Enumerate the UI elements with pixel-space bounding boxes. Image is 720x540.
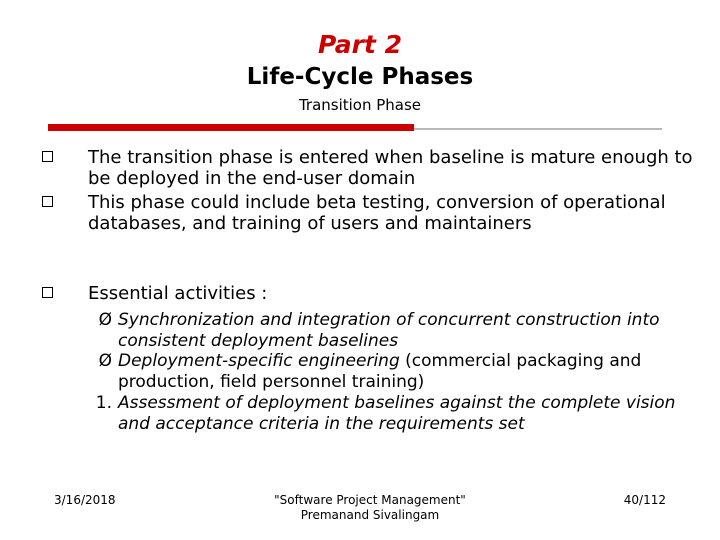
footer-author: Premanand Sivalingam [300,508,440,522]
footer-page-number: 40/112 [623,493,666,507]
activity-item [118,351,678,393]
activity-item [118,310,678,352]
footer-date: 3/16/2018 [54,493,116,507]
bullet-text: The transition phase is entered when baseline is mature enough to be deployed in the end-user domain [88,147,693,189]
footer-course: "Software Project Management" [274,493,466,507]
square-bullet-icon [42,196,53,207]
bullet-text: Essential activities : [88,283,268,304]
footer-center [210,493,530,523]
slide-title: Life-Cycle Phases [246,64,474,90]
arrow-bullet-icon: Ø [98,310,112,330]
activity-italic-text: Synchronization and integration of concurrent construction into consistent deployment baselines [118,310,660,351]
title-divider-red [48,124,414,131]
activity-italic-text: Assessment of deployment baselines against the complete vision and acceptance criteria in the requirements set [118,393,676,434]
bullet-text: This phase could include beta testing, conversion of operational databases, and training of users and maintainers [88,192,666,234]
activity-normal-text: (commercial packaging and production, field personnel training) [118,351,642,392]
activity-item [118,393,678,435]
title-divider-gray [414,128,662,130]
square-bullet-icon [42,287,53,298]
slide-subtitle: Transition Phase [298,96,422,114]
arrow-bullet-icon: Ø [98,351,112,371]
numbered-marker: 1. [95,393,112,413]
slide-part-label: Part 2 [318,30,402,59]
square-bullet-icon [42,151,53,162]
activity-italic-text: Deployment-specific engineering [118,351,400,371]
